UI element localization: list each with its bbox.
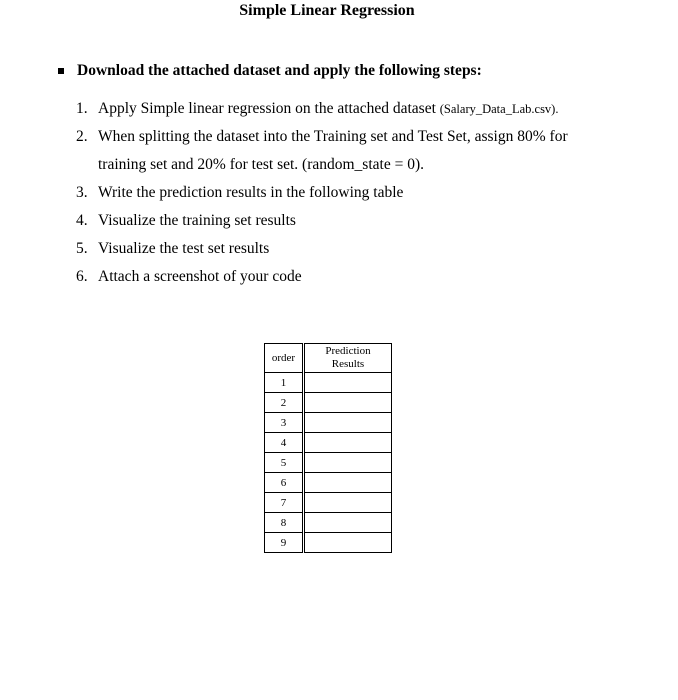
step-number: 2. bbox=[76, 128, 88, 145]
order-cell: 8 bbox=[265, 513, 304, 533]
bullet-square-icon bbox=[58, 68, 64, 74]
order-cell: 1 bbox=[265, 373, 304, 393]
table-row bbox=[265, 473, 392, 493]
result-cell[interactable] bbox=[304, 453, 392, 473]
step-text: Visualize the training set results bbox=[98, 212, 296, 229]
table-row bbox=[265, 493, 392, 513]
order-cell: 5 bbox=[265, 453, 304, 473]
header-prediction-results: Prediction Results bbox=[304, 344, 392, 373]
table-row bbox=[265, 413, 392, 433]
table-row bbox=[265, 453, 392, 473]
result-cell[interactable] bbox=[304, 413, 392, 433]
table-row bbox=[265, 433, 392, 453]
step-number: 1. bbox=[76, 100, 88, 117]
order-cell: 3 bbox=[265, 413, 304, 433]
order-cell: 2 bbox=[265, 393, 304, 413]
dataset-filename: (Salary_Data_Lab.csv). bbox=[439, 102, 559, 116]
step-text: Apply Simple linear regression on the attached dataset bbox=[98, 100, 440, 117]
order-cell: 6 bbox=[265, 473, 304, 493]
header-order: order bbox=[265, 344, 304, 373]
result-cell[interactable] bbox=[304, 473, 392, 493]
order-cell: 9 bbox=[265, 533, 304, 553]
result-cell[interactable] bbox=[304, 513, 392, 533]
prediction-results-table bbox=[264, 343, 392, 553]
instruction-text: Download the attached dataset and apply the following steps: bbox=[77, 62, 482, 79]
result-cell[interactable] bbox=[304, 533, 392, 553]
step-text: When splitting the dataset into the Training set and Test Set, assign 80% for bbox=[98, 128, 568, 145]
step-number: 5. bbox=[76, 240, 88, 257]
step-4 bbox=[76, 210, 296, 232]
step-2 bbox=[76, 126, 568, 148]
step-number: 4. bbox=[76, 212, 88, 229]
step-6 bbox=[76, 266, 302, 288]
order-cell: 4 bbox=[265, 433, 304, 453]
result-cell[interactable] bbox=[304, 433, 392, 453]
step-number: 6. bbox=[76, 268, 88, 285]
table-row bbox=[265, 533, 392, 553]
result-cell[interactable] bbox=[304, 393, 392, 413]
step-number: 3. bbox=[76, 184, 88, 201]
page-title: Simple Linear Regression bbox=[239, 2, 415, 19]
step-1 bbox=[76, 98, 558, 120]
table-row bbox=[265, 393, 392, 413]
order-cell: 7 bbox=[265, 493, 304, 513]
table-row bbox=[265, 513, 392, 533]
step-5 bbox=[76, 238, 269, 260]
instruction-bullet bbox=[58, 60, 482, 82]
result-cell[interactable] bbox=[304, 493, 392, 513]
step-2-continuation: training set and 20% for test set. (random_state = 0). bbox=[98, 156, 424, 173]
step-text: Attach a screenshot of your code bbox=[98, 268, 302, 285]
step-text: Write the prediction results in the following table bbox=[98, 184, 404, 201]
step-text: Visualize the test set results bbox=[98, 240, 270, 257]
step-3 bbox=[76, 182, 403, 204]
table-header-row bbox=[265, 344, 392, 373]
result-cell[interactable] bbox=[304, 373, 392, 393]
table-row bbox=[265, 373, 392, 393]
